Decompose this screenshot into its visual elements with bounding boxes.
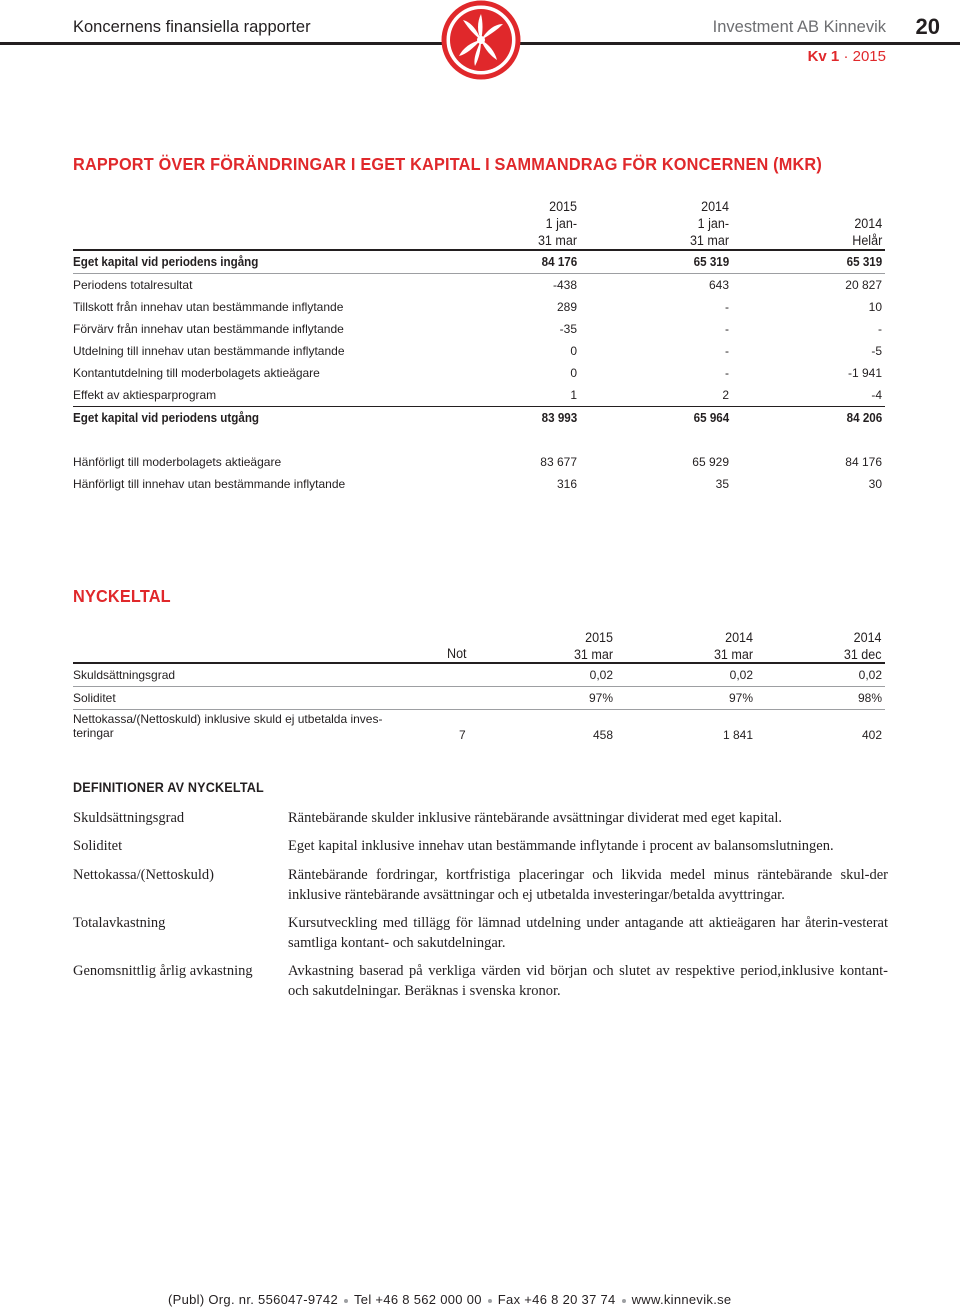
footer-fax: Fax +46 8 20 37 74 (497, 1292, 616, 1307)
table-row-opening-equity: Eget kapital vid periodens ingång 84 176 65 319 65 319 (73, 255, 882, 269)
quarter-bold: Kv 1 (807, 48, 840, 65)
table-row-closing-equity: Eget kapital vid periodens utgång 83 993 65 964 84 206 (73, 411, 882, 425)
table-row: Effekt av aktiesparprogram 1 2 -4 (73, 388, 882, 402)
table-row-net-cash: Nettokassa/(Nettoskuld) inklusive skuld ej utbetalda inves-teringar 7 458 1 841 402 (73, 712, 882, 742)
note-column-header: Not (447, 646, 467, 661)
quarter-label (808, 48, 886, 65)
page-number: 20 (915, 14, 940, 39)
definition-item: Totalavkastning Kursutveckling med tillägg för lämnad utdelning under antagande att aktieägaren har återin-vesterat samtliga kontant- och sakutdelningar. (73, 915, 888, 951)
definition-item: Skuldsättningsgrad Räntebärande skulder inklusive räntebärande avsättningar dividerat med eget kapital. (73, 810, 783, 826)
table-row-equity-ratio: Soliditet 97% 97% 98% (73, 691, 882, 705)
column-header-2015-q1: 2015 1 jan- 31 mar (537, 199, 577, 248)
table-row-attributable-parent: Hänförligt till moderbolagets aktieägare 83 677 65 929 84 176 (73, 455, 882, 469)
column-header-2014-q1: 2014 1 jan- 31 mar (689, 199, 729, 248)
table-row-attributable-minority: Hänförligt till innehav utan bestämmande inflytande 316 35 30 (73, 477, 882, 491)
bullet-icon (488, 1299, 492, 1303)
equity-changes-table (73, 196, 885, 495)
definitions-title: DEFINITIONER AV NYCKELTAL (73, 779, 264, 795)
definition-item: Genomsnittlig årlig avkastning Avkastning baserad på verkliga värden vid början och slutet av respektive period,inklusive kontant- och sakutdelningar. Beräknas i svenska kronor. (73, 963, 888, 999)
quarter-sep: · (839, 48, 853, 65)
footer-phone: Tel +46 8 562 000 00 (353, 1292, 482, 1307)
table-row-debt-ratio: Skuldsättningsgrad 0,02 0,02 0,02 (73, 668, 882, 682)
column-header-2015-mar: 2015 31 mar (573, 630, 613, 662)
quarter-year: 2015 (852, 48, 886, 65)
key-ratios-title: NYCKELTAL (73, 586, 171, 606)
bullet-icon (344, 1299, 348, 1303)
equity-changes-title: RAPPORT ÖVER FÖRÄNDRINGAR I EGET KAPITAL I SAMMANDRAG FÖR KONCERNEN (MKR) (73, 154, 822, 174)
table-row: Kontantutdelning till moderbolagets aktieägare 0 - -1 941 (73, 366, 882, 380)
bullet-icon (622, 1299, 626, 1303)
table-row: Förvärv från innehav utan bestämmande inflytande -35 - - (73, 322, 882, 336)
header-rule-left (0, 42, 448, 45)
table-row: Periodens totalresultat -438 643 20 827 (73, 278, 882, 292)
kinnevik-logo-icon (441, 0, 521, 80)
footer-contact (168, 1292, 731, 1307)
table-row: Utdelning till innehav utan bestämmande inflytande 0 - -5 (73, 344, 882, 358)
table-header (73, 196, 885, 249)
definitions-list (73, 808, 888, 1009)
footer-org-number: (Publ) Org. nr. 556047-9742 (168, 1292, 338, 1307)
definition-item: Soliditet Eget kapital inklusive innehav utan bestämmande inflytande i procent av balansomslutningen. (73, 838, 834, 854)
definition-item: Nettokassa/(Nettoskuld) Räntebärande fordringar, kortfristiga placeringar och likvida medel minus räntebärande skul-der inklusive räntebärande avsättningar och ej utbetalda investeringar/betalda avyttringar. (73, 867, 888, 903)
column-header-2014-mar: 2014 31 mar (713, 630, 753, 662)
column-header-2014-dec: 2014 31 dec (844, 630, 882, 662)
report-section-title: Koncernens finansiella rapporter (73, 18, 311, 36)
table-row: Tillskott från innehav utan bestämmande inflytande 289 - 10 (73, 300, 882, 314)
table-header (73, 626, 885, 662)
header-rule-right (518, 42, 960, 45)
footer-website: www.kinnevik.se (631, 1292, 732, 1307)
column-header-2014-full-year: 2014 Helår (851, 216, 882, 248)
key-ratios-table (73, 626, 885, 746)
company-name: Investment AB Kinnevik (712, 18, 886, 36)
